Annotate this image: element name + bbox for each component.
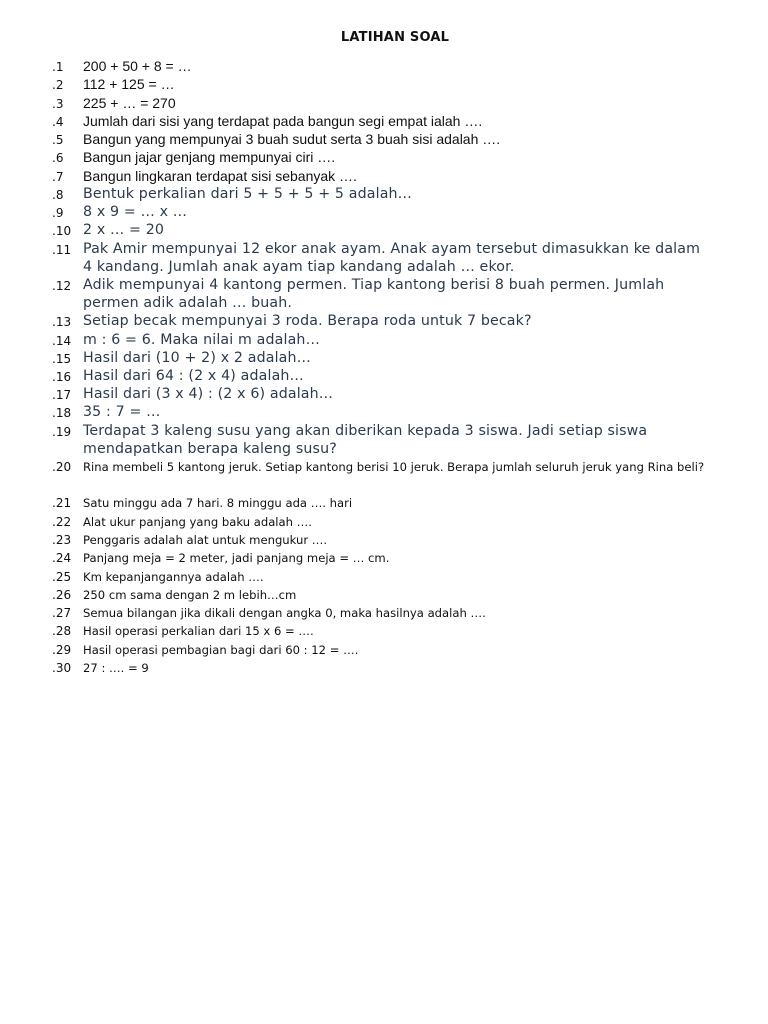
question-number: .3 (52, 96, 64, 111)
question-number: .16 (52, 369, 72, 384)
question-item-27 (0, 604, 768, 622)
question-text: 112 + 125 = … (83, 76, 175, 93)
question-number: .15 (52, 351, 72, 366)
question-number: .26 (52, 587, 72, 602)
question-text: 8 x 9 = … x … (83, 204, 188, 221)
question-number: .9 (52, 206, 64, 221)
question-text: Semua bilangan jika dikali dengan angka 0, maka hasilnya adalah …. (83, 606, 486, 621)
question-item-8 (0, 185, 768, 203)
question-number: .4 (52, 114, 64, 129)
question-item-16 (0, 367, 768, 385)
question-item-1 (0, 57, 768, 75)
question-item-20 (0, 458, 768, 494)
question-text: Hasil dari 64 : (2 x 4) adalah… (83, 367, 304, 384)
question-text: 2 x … = 20 (83, 222, 165, 239)
question-item-21 (0, 494, 768, 512)
question-text: Hasil operasi pembagian bagi dari 60 : 12 = …. (83, 642, 359, 657)
question-item-12 (0, 276, 768, 312)
question-number: .20 (52, 459, 72, 474)
question-text: 250 cm sama dengan 2 m lebih…cm (83, 587, 297, 602)
question-number: .22 (52, 514, 72, 529)
question-item-2 (0, 75, 768, 93)
question-number: .17 (52, 388, 72, 403)
question-number: .21 (52, 496, 72, 511)
question-number: .1 (52, 60, 64, 74)
question-item-19 (0, 422, 768, 458)
question-text: Setiap becak mempunyai 3 roda. Berapa roda untuk 7 becak? (83, 313, 532, 330)
question-number: .19 (52, 424, 72, 439)
question-text: Bangun yang mempunyai 3 buah sudut serta 3 buah sisi adalah …. (83, 131, 501, 148)
question-number: .2 (52, 78, 64, 93)
question-item-6 (0, 148, 768, 166)
question-item-10 (0, 221, 768, 239)
question-item-24 (0, 549, 768, 567)
question-number: .25 (52, 569, 72, 584)
question-text: Hasil dari (10 + 2) x 2 adalah… (83, 349, 311, 366)
question-text: Km kepanjangannya adalah …. (83, 569, 264, 584)
question-text: Satu minggu ada 7 hari. 8 minggu ada …. hari (83, 496, 353, 511)
question-number: .5 (52, 133, 64, 148)
question-text: Penggaris adalah alat untuk mengukur …. (83, 532, 328, 547)
question-number: .10 (52, 224, 72, 239)
question-text: Bangun jajar genjang mempunyai ciri …. (83, 149, 336, 166)
question-text: 225 + … = 270 (83, 94, 176, 111)
question-item-14 (0, 331, 768, 349)
document-title: LATIHAN SOAL (340, 30, 450, 45)
question-text: Hasil dari (3 x 4) : (2 x 6) adalah… (83, 386, 334, 403)
question-item-15 (0, 349, 768, 367)
question-item-13 (0, 312, 768, 330)
question-text: Panjang meja = 2 meter, jadi panjang meja = … cm. (83, 551, 390, 566)
question-number: .7 (52, 169, 64, 184)
question-text: Alat ukur panjang yang baku adalah …. (83, 514, 312, 529)
question-item-28 (0, 622, 768, 640)
question-text: 27 : …. = 9 (83, 661, 149, 675)
question-item-22 (0, 513, 768, 531)
question-item-3 (0, 94, 768, 112)
question-item-9 (0, 203, 768, 221)
question-number: .24 (52, 551, 72, 566)
question-item-26 (0, 586, 768, 604)
question-text: m : 6 = 6. Maka nilai m adalah… (83, 331, 320, 348)
question-text: Terdapat 3 kaleng susu yang akan diberikan kepada 3 siswa. Jadi setiap siswa mendapatkan berapa kaleng susu? (83, 422, 648, 457)
question-number: .6 (52, 151, 64, 166)
question-text: Adik mempunyai 4 kantong permen. Tiap kantong berisi 8 buah permen. Jumlah permen adik adalah … buah. (83, 277, 665, 312)
question-item-29 (0, 641, 768, 659)
question-text: Pak Amir mempunyai 12 ekor anak ayam. Anak ayam tersebut dimasukkan ke dalam 4 kandang. Jumlah anak ayam tiap kandang adalah … ekor. (83, 240, 701, 275)
question-list (0, 57, 768, 677)
question-number: .14 (52, 333, 72, 348)
question-number: .18 (52, 406, 72, 421)
question-item-5 (0, 130, 768, 148)
question-number: .28 (52, 624, 72, 639)
question-text: Jumlah dari sisi yang terdapat pada bangun segi empat ialah …. (83, 112, 483, 129)
question-item-25 (0, 568, 768, 586)
question-text: Bangun lingkaran terdapat sisi sebanyak …. (83, 167, 357, 184)
question-number: .12 (52, 279, 72, 294)
question-item-17 (0, 385, 768, 403)
question-text: 200 + 50 + 8 = … (83, 58, 192, 74)
question-text: 35 : 7 = … (83, 404, 161, 421)
question-number: .23 (52, 532, 72, 547)
question-text: Rina membeli 5 kantong jeruk. Setiap kantong berisi 10 jeruk. Berapa jumlah seluruh jeruk yang Rina beli? (83, 459, 705, 474)
question-item-4 (0, 112, 768, 130)
question-item-23 (0, 531, 768, 549)
question-item-30 (0, 659, 768, 677)
question-number: .11 (52, 242, 72, 257)
question-number: .13 (52, 315, 72, 330)
question-text: Bentuk perkalian dari 5 + 5 + 5 + 5 adalah… (83, 186, 413, 203)
question-number: .8 (52, 188, 64, 203)
question-number: .30 (52, 661, 72, 675)
question-item-18 (0, 403, 768, 421)
question-number: .27 (52, 606, 72, 621)
question-text: Hasil operasi perkalian dari 15 x 6 = …. (83, 624, 314, 639)
question-item-7 (0, 167, 768, 185)
question-number: .29 (52, 642, 72, 657)
question-item-11 (0, 240, 768, 276)
